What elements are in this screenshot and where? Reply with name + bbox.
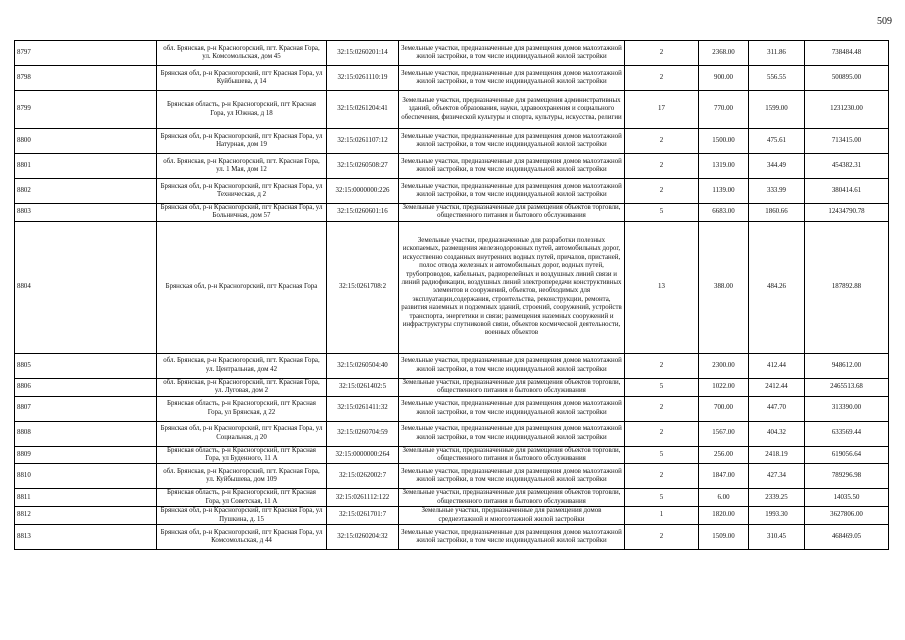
row-address: Брянская обл, р-н Красногорский, пгт Красная Гора, ул Натурная, дом 19 xyxy=(157,129,327,154)
row-cadastral-value: 2465513.68 xyxy=(805,378,889,396)
table-row xyxy=(15,421,889,446)
row-cadastral-number: 32:15:0261701:7 xyxy=(327,507,399,525)
row-cadastral-number: 32:15:0261402:5 xyxy=(327,378,399,396)
row-area: 388.00 xyxy=(699,221,749,353)
row-area: 900.00 xyxy=(699,66,749,91)
table-body xyxy=(15,41,889,550)
row-specific-value: 427.34 xyxy=(749,464,805,489)
row-category: 13 xyxy=(625,221,699,353)
row-area: 770.00 xyxy=(699,91,749,129)
row-cadastral-number: 32:15:0260601:16 xyxy=(327,204,399,222)
table-row xyxy=(15,129,889,154)
row-cadastral-value: 12434790.78 xyxy=(805,204,889,222)
row-address: Брянская обл, р-н Красногорский, пгт Красная Гора, ул Больничная, дом 57 xyxy=(157,204,327,222)
row-specific-value: 412.44 xyxy=(749,353,805,378)
row-cadastral-value: 454382.31 xyxy=(805,154,889,179)
row-specific-value: 2418.19 xyxy=(749,446,805,464)
row-cadastral-number: 32:15:0000000:226 xyxy=(327,179,399,204)
table-row xyxy=(15,446,889,464)
row-number: 8798 xyxy=(15,66,157,91)
row-cadastral-number: 32:15:0261204:41 xyxy=(327,91,399,129)
row-cadastral-number: 32:15:0260704:59 xyxy=(327,421,399,446)
row-cadastral-number: 32:15:0000000:264 xyxy=(327,446,399,464)
row-number: 8799 xyxy=(15,91,157,129)
table-row xyxy=(15,489,889,507)
row-number: 8809 xyxy=(15,446,157,464)
row-area: 1567.00 xyxy=(699,421,749,446)
table-row xyxy=(15,204,889,222)
row-specific-value: 344.49 xyxy=(749,154,805,179)
row-area: 1820.00 xyxy=(699,507,749,525)
row-address: Брянская область, р-н Красногорский, пгт Красная Гора, ул Советская, 11 А xyxy=(157,489,327,507)
row-category: 2 xyxy=(625,353,699,378)
row-number: 8813 xyxy=(15,525,157,550)
row-category: 5 xyxy=(625,378,699,396)
row-specific-value: 310.45 xyxy=(749,525,805,550)
row-cadastral-number: 32:15:0260508:27 xyxy=(327,154,399,179)
row-address: обл. Брянская, р-н Красногорский, пгт. Красная Гора, ул. 1 Мая, дом 12 xyxy=(157,154,327,179)
row-address: Брянская обл, р-н Красногорский, пгт Красная Гора, ул Куйбышева, д 14 xyxy=(157,66,327,91)
row-area: 256.00 xyxy=(699,446,749,464)
row-category: 1 xyxy=(625,507,699,525)
row-land-use: Земельные участки, предназначенные для размещения объектов торговли, общественного питания и бытового обслуживания xyxy=(399,378,625,396)
table-row xyxy=(15,179,889,204)
row-area: 1022.00 xyxy=(699,378,749,396)
row-number: 8807 xyxy=(15,396,157,421)
row-number: 8805 xyxy=(15,353,157,378)
row-cadastral-number: 32:15:0260201:14 xyxy=(327,41,399,66)
row-specific-value: 1599.00 xyxy=(749,91,805,129)
row-land-use: Земельные участки, предназначенные для размещения административных зданий, объектов образования, науки, здравоохранения и социального обеспечения, физической культуры и спорта, культуры, искусства, религии xyxy=(399,91,625,129)
row-number: 8801 xyxy=(15,154,157,179)
table-row xyxy=(15,154,889,179)
row-cadastral-value: 633569.44 xyxy=(805,421,889,446)
table-row xyxy=(15,507,889,525)
row-category: 2 xyxy=(625,421,699,446)
row-cadastral-value: 3627806.00 xyxy=(805,507,889,525)
row-number: 8797 xyxy=(15,41,157,66)
row-address: обл. Брянская, р-н Красногорский, пгт. Красная Гора, ул. Куйбышева, дом 109 xyxy=(157,464,327,489)
row-address: Брянская область, р-н Красногорский, пгт Красная Гора, ул Буденного, 11 А xyxy=(157,446,327,464)
row-cadastral-value: 789296.98 xyxy=(805,464,889,489)
row-category: 2 xyxy=(625,66,699,91)
row-land-use: Земельные участки, предназначенные для разработки полезных ископаемых, размещения железнодорожных путей, автомобильных дорог, искусственно созданных внутренних водных путей, причалов, пристаней, полос отвода железных и автомобильных дорог, водных путей, трубопроводов, кабельных, радиорелейных и воздушных линий связи и линий радиофикации, воздушных линий электропередачи конструктивных элементов и сооружений, объектов, необходимых для эксплуатации,содержания, строительства, реконструкции, ремонта, развития наземных и подземных зданий, строений, сооружений, устройств транспорта, энергетики и связи; размещения наземных сооружений и инфраструктуры спутниковой связи, объектов космической деятельности, военных объектов xyxy=(399,221,625,353)
row-specific-value: 475.61 xyxy=(749,129,805,154)
table-row xyxy=(15,41,889,66)
row-category: 2 xyxy=(625,525,699,550)
row-specific-value: 556.55 xyxy=(749,66,805,91)
row-specific-value: 447.70 xyxy=(749,396,805,421)
row-land-use: Земельные участки, предназначенные для размещения домов малоэтажной жилой застройки, в том числе индивидуальной жилой застройки xyxy=(399,66,625,91)
row-cadastral-number: 32:15:0261112:122 xyxy=(327,489,399,507)
row-land-use: Земельные участки, предназначенные для размещения домов малоэтажной жилой застройки, в том числе индивидуальной жилой застройки xyxy=(399,179,625,204)
row-number: 8800 xyxy=(15,129,157,154)
row-land-use: Земельные участки, предназначенные для размещения домов малоэтажной жилой застройки, в том числе индивидуальной жилой застройки xyxy=(399,129,625,154)
row-area: 6.00 xyxy=(699,489,749,507)
row-area: 1509.00 xyxy=(699,525,749,550)
row-cadastral-number: 32:15:0261708:2 xyxy=(327,221,399,353)
table-row xyxy=(15,525,889,550)
row-land-use: Земельные участки, предназначенные для размещения объектов торговли, общественного питания и бытового обслуживания xyxy=(399,204,625,222)
page-number: 509 xyxy=(877,16,892,27)
row-category: 2 xyxy=(625,129,699,154)
row-address: Брянская обл, р-н Красногорский, пгт Красная Гора, ул Техническая, д 2 xyxy=(157,179,327,204)
row-category: 2 xyxy=(625,154,699,179)
row-specific-value: 2412.44 xyxy=(749,378,805,396)
table-row xyxy=(15,378,889,396)
row-address: Брянская область, р-н Красногорский, пгт Красная Гора, ул Брянская, д 22 xyxy=(157,396,327,421)
row-cadastral-value: 738484.48 xyxy=(805,41,889,66)
row-address: Брянская обл, р-н Красногорский, пгт Красная Гора, ул Социальная, д 20 xyxy=(157,421,327,446)
row-land-use: Земельные участки, предназначенные для размещения домов малоэтажной жилой застройки, в том числе индивидуальной жилой застройки xyxy=(399,421,625,446)
row-cadastral-value: 500895.00 xyxy=(805,66,889,91)
row-land-use: Земельные участки, предназначенные для размещения объектов торговли, общественного питания и бытового обслуживания xyxy=(399,489,625,507)
row-number: 8808 xyxy=(15,421,157,446)
row-number: 8810 xyxy=(15,464,157,489)
row-land-use: Земельные участки, предназначенные для размещения домов малоэтажной жилой застройки, в том числе индивидуальной жилой застройки xyxy=(399,353,625,378)
row-land-use: Земельные участки, предназначенные для размещения домов малоэтажной жилой застройки, в том числе индивидуальной жилой застройки xyxy=(399,41,625,66)
row-category: 2 xyxy=(625,464,699,489)
row-address: Брянская обл, р-н Красногорский, пгт Красная Гора, ул Комсомольская, д 44 xyxy=(157,525,327,550)
row-area: 6683.00 xyxy=(699,204,749,222)
row-number: 8804 xyxy=(15,221,157,353)
row-address: Брянская область, р-н Красногорский, пгт Красная Гора, ул Южная, д 18 xyxy=(157,91,327,129)
row-cadastral-number: 32:15:0261107:12 xyxy=(327,129,399,154)
row-cadastral-number: 32:15:0260504:40 xyxy=(327,353,399,378)
row-area: 1139.00 xyxy=(699,179,749,204)
row-address: Брянская обл, р-н Красногорский, пгт Красная Гора, ул Пушкина, д. 15 xyxy=(157,507,327,525)
row-specific-value: 484.26 xyxy=(749,221,805,353)
row-land-use: Земельные участки, предназначенные для размещения домов малоэтажной жилой застройки, в том числе индивидуальной жилой застройки xyxy=(399,396,625,421)
row-area: 2300.00 xyxy=(699,353,749,378)
row-number: 8811 xyxy=(15,489,157,507)
row-cadastral-value: 14035.50 xyxy=(805,489,889,507)
row-land-use: Земельные участки, предназначенные для размещения домов малоэтажной жилой застройки, в том числе индивидуальной жилой застройки xyxy=(399,154,625,179)
row-land-use: Земельные участки, предназначенные для размещения объектов торговли, общественного питания и бытового обслуживания xyxy=(399,446,625,464)
row-category: 5 xyxy=(625,204,699,222)
row-specific-value: 333.99 xyxy=(749,179,805,204)
row-specific-value: 311.86 xyxy=(749,41,805,66)
row-number: 8803 xyxy=(15,204,157,222)
row-area: 2368.00 xyxy=(699,41,749,66)
row-cadastral-number: 32:15:0260204:32 xyxy=(327,525,399,550)
row-area: 1319.00 xyxy=(699,154,749,179)
row-cadastral-value: 619056.64 xyxy=(805,446,889,464)
row-category: 5 xyxy=(625,446,699,464)
row-area: 1500.00 xyxy=(699,129,749,154)
row-area: 1847.00 xyxy=(699,464,749,489)
row-cadastral-value: 380414.61 xyxy=(805,179,889,204)
row-area: 700.00 xyxy=(699,396,749,421)
row-category: 2 xyxy=(625,179,699,204)
row-specific-value: 1860.66 xyxy=(749,204,805,222)
row-land-use: Земельные участки, предназначенные для размещения домов малоэтажной жилой застройки, в том числе индивидуальной жилой застройки xyxy=(399,525,625,550)
table-row xyxy=(15,221,889,353)
row-category: 5 xyxy=(625,489,699,507)
row-cadastral-value: 187892.88 xyxy=(805,221,889,353)
table-row xyxy=(15,66,889,91)
row-land-use: Земельные участки, предназначенные для размещения домов среднеэтажной и многоэтажной жилой застройки xyxy=(399,507,625,525)
row-specific-value: 2339.25 xyxy=(749,489,805,507)
row-number: 8806 xyxy=(15,378,157,396)
row-category: 2 xyxy=(625,41,699,66)
table-row xyxy=(15,396,889,421)
row-cadastral-value: 713415.00 xyxy=(805,129,889,154)
row-address: обл. Брянская, р-н Красногорский, пгт. Красная Гора, ул. Комсомольская, дом 45 xyxy=(157,41,327,66)
row-cadastral-value: 468469.05 xyxy=(805,525,889,550)
row-specific-value: 1993.30 xyxy=(749,507,805,525)
row-cadastral-value: 1231230.00 xyxy=(805,91,889,129)
row-number: 8802 xyxy=(15,179,157,204)
row-category: 2 xyxy=(625,396,699,421)
row-land-use: Земельные участки, предназначенные для размещения домов малоэтажной жилой застройки, в том числе индивидуальной жилой застройки xyxy=(399,464,625,489)
row-cadastral-number: 32:15:0261110:19 xyxy=(327,66,399,91)
row-cadastral-number: 32:15:0262002:7 xyxy=(327,464,399,489)
table-row xyxy=(15,353,889,378)
row-cadastral-number: 32:15:0261411:32 xyxy=(327,396,399,421)
row-address: обл. Брянская, р-н Красногорский, пгт. Красная Гора, ул. Центральная, дом 42 xyxy=(157,353,327,378)
row-address: Брянская обл, р-н Красногорский, пгт Красная Гора xyxy=(157,221,327,353)
row-cadastral-value: 948612.00 xyxy=(805,353,889,378)
row-address: обл. Брянская, р-н Красногорский, пгт. Красная Гора, ул. Луговая, дом 2 xyxy=(157,378,327,396)
table-row xyxy=(15,464,889,489)
row-specific-value: 404.32 xyxy=(749,421,805,446)
table-row xyxy=(15,91,889,129)
cadastral-value-table xyxy=(14,40,889,550)
row-category: 17 xyxy=(625,91,699,129)
row-number: 8812 xyxy=(15,507,157,525)
row-cadastral-value: 313390.00 xyxy=(805,396,889,421)
